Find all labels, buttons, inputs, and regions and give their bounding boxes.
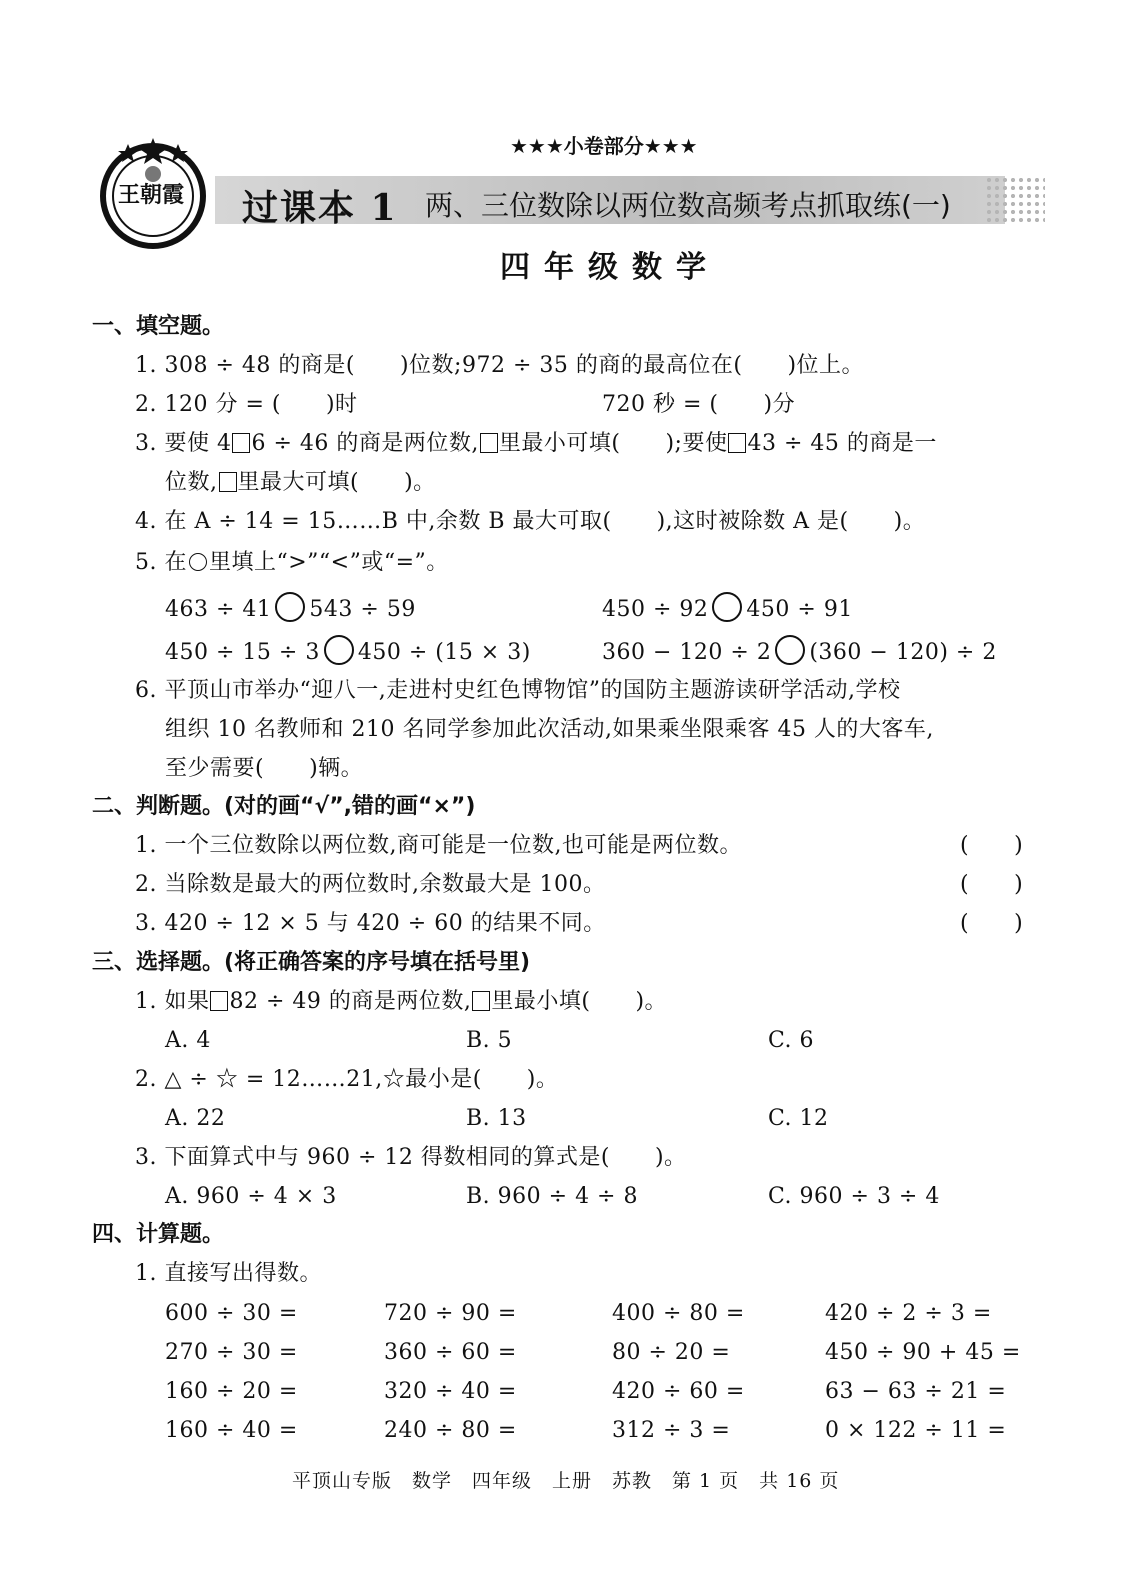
s1-question-6-line2: 组织 10 名教师和 210 名同学参加此次活动,如果乘坐限乘客 45 人的大客车, bbox=[165, 717, 934, 742]
calc-item: 0 × 122 ÷ 11 = bbox=[825, 1418, 1007, 1443]
circle-icon bbox=[189, 553, 207, 571]
s3-q1-part3: 里最小填( )。 bbox=[491, 989, 668, 1014]
expr-right: 450 ÷ (15 × 3) bbox=[357, 640, 531, 665]
expr-right: 543 ÷ 59 bbox=[309, 597, 416, 622]
calc-item: 312 ÷ 3 = bbox=[612, 1418, 731, 1443]
calc-item: 720 ÷ 90 = bbox=[384, 1301, 517, 1326]
s2-question-1: 1. 一个三位数除以两位数,商可能是一位数,也可能是两位数。 bbox=[135, 833, 742, 858]
title-band-pattern bbox=[985, 176, 1045, 224]
compare-circle-icon bbox=[324, 635, 354, 665]
s1-q5-compare-4 bbox=[602, 635, 997, 667]
s3-question-1 bbox=[135, 988, 667, 1016]
s1-q5-compare-1 bbox=[165, 592, 416, 624]
s1-question-5 bbox=[135, 549, 449, 577]
s1-q3-part2: 6 ÷ 46 的商是两位数, bbox=[251, 431, 479, 456]
section-2-title: 二、判断题。(对的画“√”,错的画“×”) bbox=[92, 794, 476, 819]
s3-q1-part2: 82 ÷ 49 的商是两位数, bbox=[229, 989, 472, 1014]
s1-question-6-line1: 6. 平顶山市举办“迎八一,走进村史红色博物馆”的国防主题游读研学活动,学校 bbox=[135, 678, 901, 703]
option-a: A. 960 ÷ 4 × 3 bbox=[165, 1184, 337, 1209]
option-b: B. 13 bbox=[466, 1106, 527, 1131]
s1-question-4: 4. 在 A ÷ 14 = 15……B 中,余数 B 最大可取( ),这时被除数 A 是( )。 bbox=[135, 509, 926, 534]
option-a: A. 22 bbox=[165, 1106, 226, 1131]
calc-item: 400 ÷ 80 = bbox=[612, 1301, 745, 1326]
small-part-label: ★★★小卷部分★★★ bbox=[510, 134, 698, 158]
s1-q3-part3: 里最小可填( );要使 bbox=[498, 431, 728, 456]
calc-item: 360 ÷ 60 = bbox=[384, 1340, 517, 1365]
blank-box bbox=[472, 991, 490, 1011]
s1-question-2a: 2. 120 分 = ( )时 bbox=[135, 392, 358, 417]
compare-circle-icon bbox=[275, 592, 305, 622]
section-1-title: 一、填空题。 bbox=[92, 314, 225, 339]
expr-right: 450 ÷ 91 bbox=[746, 597, 853, 622]
compare-circle-icon bbox=[775, 635, 805, 665]
answer-paren: ( ) bbox=[960, 833, 1024, 858]
s1-q3-l2-part2: 里最大可填( )。 bbox=[237, 470, 436, 495]
expr-left: 463 ÷ 41 bbox=[165, 597, 272, 622]
calc-item: 420 ÷ 2 ÷ 3 = bbox=[825, 1301, 992, 1326]
calc-item: 270 ÷ 30 = bbox=[165, 1340, 298, 1365]
s1-question-2b: 720 秒 = ( )分 bbox=[602, 392, 796, 417]
s1-q5-part2: 里填上“>”“<”或“=”。 bbox=[208, 550, 449, 575]
answer-paren: ( ) bbox=[960, 872, 1024, 897]
calc-item: 420 ÷ 60 = bbox=[612, 1379, 745, 1404]
calc-item: 450 ÷ 90 + 45 = bbox=[825, 1340, 1021, 1365]
lesson-title: 两、三位数除以两位数高频考点抓取练(一) bbox=[425, 189, 951, 222]
s1-q3-part4: 43 ÷ 45 的商是一 bbox=[747, 431, 937, 456]
blank-box bbox=[210, 991, 228, 1011]
option-b: B. 960 ÷ 4 ÷ 8 bbox=[466, 1184, 638, 1209]
calc-item: 63 − 63 ÷ 21 = bbox=[825, 1379, 1007, 1404]
calc-item: 160 ÷ 20 = bbox=[165, 1379, 298, 1404]
s1-q5-compare-3 bbox=[165, 635, 531, 667]
blank-box bbox=[728, 433, 746, 453]
s1-question-3 bbox=[135, 430, 937, 458]
s4-question-1: 1. 直接写出得数。 bbox=[135, 1261, 322, 1286]
s2-question-3: 3. 420 ÷ 12 × 5 与 420 ÷ 60 的结果不同。 bbox=[135, 911, 606, 936]
s1-question-3-line2 bbox=[165, 469, 436, 497]
s1-q5-part1: 5. 在 bbox=[135, 550, 187, 575]
blank-box bbox=[480, 433, 498, 453]
section-4-title: 四、计算题。 bbox=[92, 1222, 225, 1247]
compare-circle-icon bbox=[712, 592, 742, 622]
s1-q3-part1: 3. 要使 4 bbox=[135, 431, 232, 456]
s1-question-1: 1. 308 ÷ 48 的商是( )位数;972 ÷ 35 的商的最高位在( )位上。 bbox=[135, 353, 865, 378]
section-3-title: 三、选择题。(将正确答案的序号填在括号里) bbox=[92, 950, 531, 975]
option-c: C. 960 ÷ 3 ÷ 4 bbox=[768, 1184, 940, 1209]
expr-left: 450 ÷ 92 bbox=[602, 597, 709, 622]
calc-item: 600 ÷ 30 = bbox=[165, 1301, 298, 1326]
s1-q5-compare-2 bbox=[602, 592, 853, 624]
calc-item: 320 ÷ 40 = bbox=[384, 1379, 517, 1404]
blank-box bbox=[232, 433, 250, 453]
answer-paren: ( ) bbox=[960, 911, 1024, 936]
option-c: C. 6 bbox=[768, 1028, 815, 1053]
option-a: A. 4 bbox=[165, 1028, 211, 1053]
option-b: B. 5 bbox=[466, 1028, 513, 1053]
logo-text: 王朝霞 bbox=[118, 182, 185, 208]
s2-question-2: 2. 当除数是最大的两位数时,余数最大是 100。 bbox=[135, 872, 606, 897]
option-c: C. 12 bbox=[768, 1106, 829, 1131]
s1-q3-l2-part1: 位数, bbox=[165, 470, 218, 495]
s3-question-3: 3. 下面算式中与 960 ÷ 12 得数相同的算式是( )。 bbox=[135, 1145, 687, 1170]
expr-left: 450 ÷ 15 ÷ 3 bbox=[165, 640, 320, 665]
page-title: 四年级数学 bbox=[500, 250, 720, 285]
expr-left: 360 − 120 ÷ 2 bbox=[602, 640, 772, 665]
expr-right: (360 − 120) ÷ 2 bbox=[809, 640, 997, 665]
lesson-number: 过课本 1 bbox=[242, 187, 398, 229]
page-footer: 平顶山专版 数学 四年级 上册 苏教 第 1 页 共 16 页 bbox=[292, 1470, 840, 1492]
s1-question-6-line3: 至少需要( )辆。 bbox=[165, 756, 364, 781]
blank-box bbox=[219, 472, 237, 492]
s3-q1-part1: 1. 如果 bbox=[135, 989, 210, 1014]
calc-item: 160 ÷ 40 = bbox=[165, 1418, 298, 1443]
s3-question-2: 2. △ ÷ ☆ = 12……21,☆最小是( )。 bbox=[135, 1067, 559, 1092]
calc-item: 80 ÷ 20 = bbox=[612, 1340, 731, 1365]
calc-item: 240 ÷ 80 = bbox=[384, 1418, 517, 1443]
